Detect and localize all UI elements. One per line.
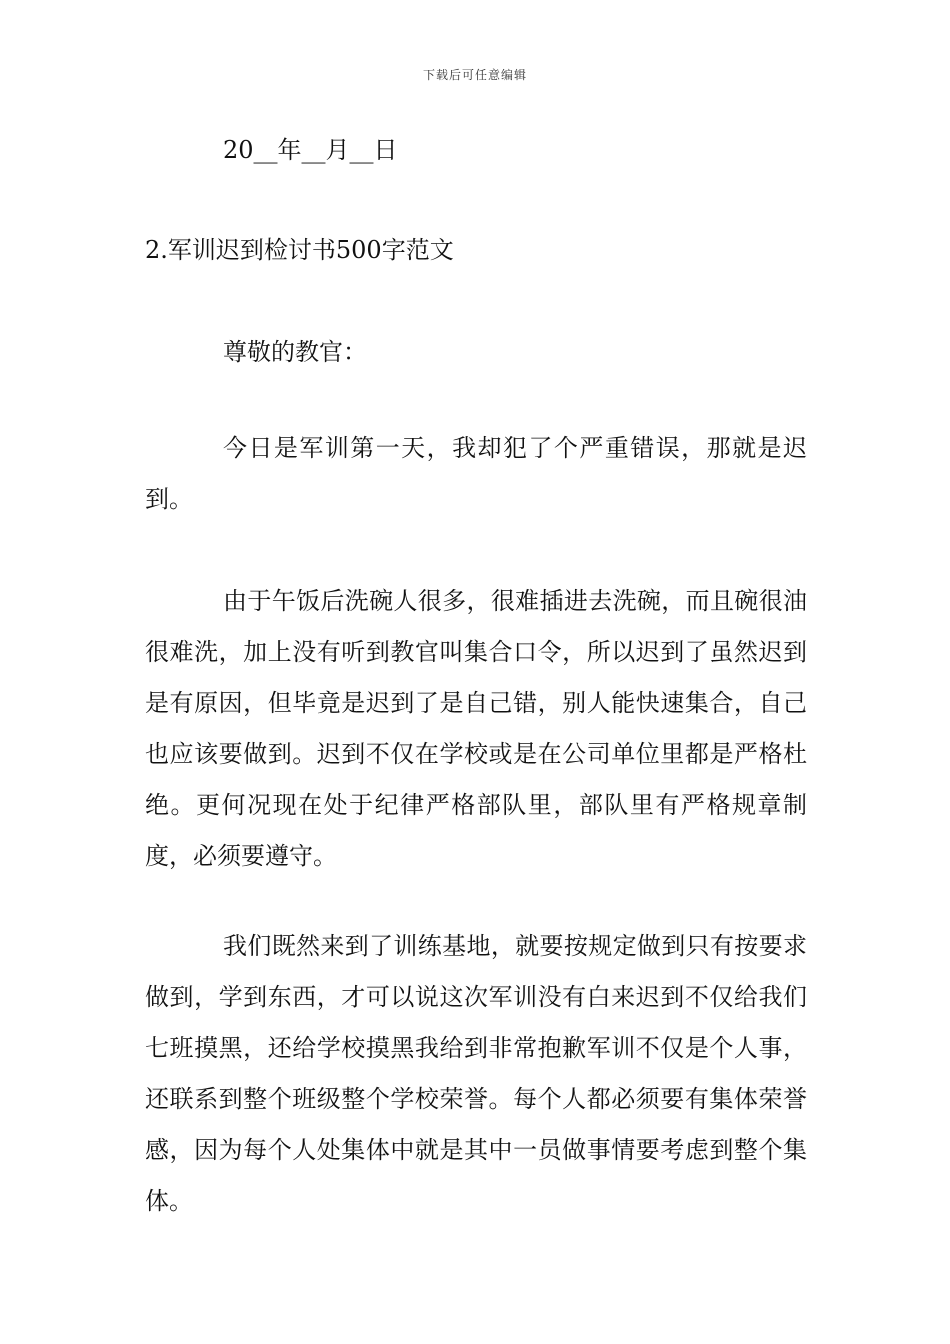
- paragraph-1: 今日是军训第一天，我却犯了个严重错误，那就是迟到。: [145, 434, 807, 513]
- salutation: 尊敬的教官：: [223, 338, 367, 366]
- section-title: 2.军训迟到检讨书500字范文: [145, 236, 454, 264]
- date-line: 20__年__月__日: [223, 136, 398, 164]
- paragraph-3: 我们既然来到了训练基地，就要按规定做到只有按要求做到，学到东西，才可以说这次军训没有白来迟到不仅给我们七班摸黑，还给学校摸黑我给到非常抱歉军训不仅是个人事，还联系到整个班级整个学校荣誉。每个人都必须要有集体荣誉感，因为每个人处集体中就是其中一员做事情要考虑到整个集体。: [145, 932, 807, 1215]
- page-header: 下载后可任意编辑: [422, 68, 527, 82]
- paragraph-2: 由于午饭后洗碗人很多，很难插进去洗碗，而且碗很油很难洗，加上没有听到教官叫集合口令，所以迟到了虽然迟到是有原因，但毕竟是迟到了是自己错，别人能快速集合，自己也应该要做到。迟到不仅在学校或是在公司单位里都是严格杜绝。更何况现在处于纪律严格部队里，部队里有严格规章制度，必须要遵守。: [145, 587, 807, 870]
